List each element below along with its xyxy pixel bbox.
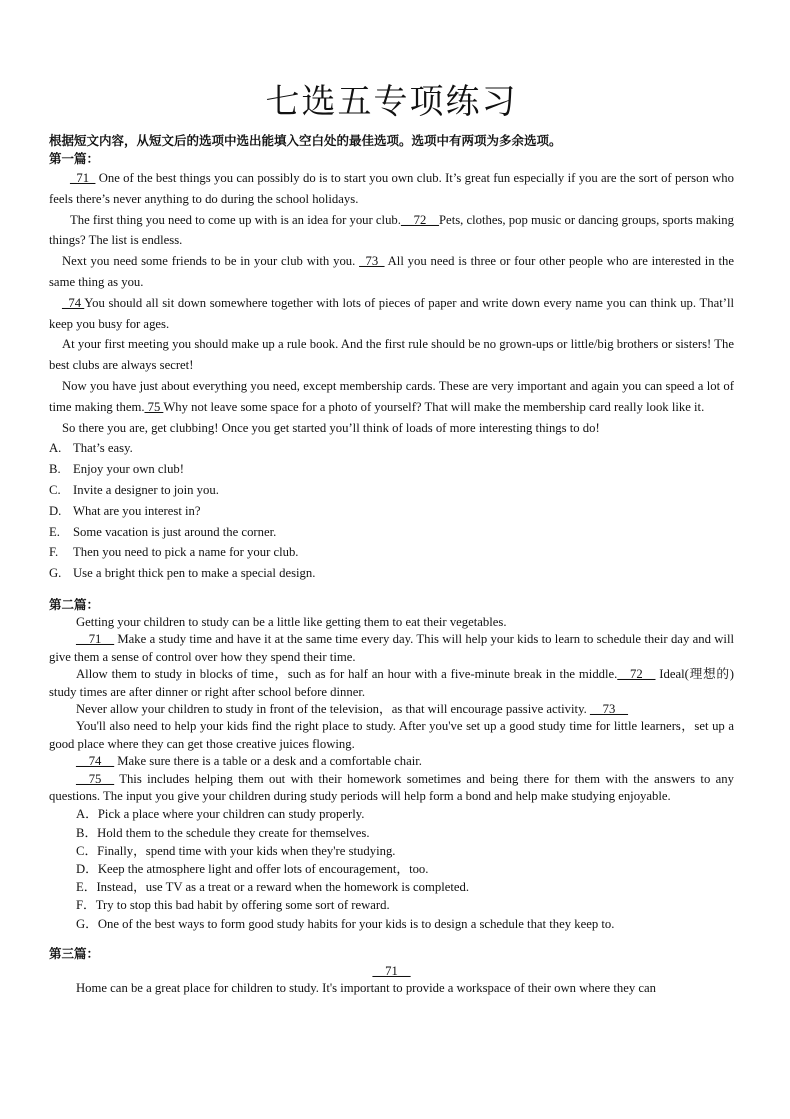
s1-p3-text: Next you need some friends to be in your club with you. [62, 254, 360, 269]
s2-paragraph-3 [49, 701, 734, 718]
s1-paragraph-3 [49, 251, 734, 293]
option-item: A. That’s easy. [49, 441, 133, 456]
s2-paragraph-5 [49, 753, 734, 770]
s1-paragraph-7: So there you are, get clubbing! Once you get started you’ll think of loads of more interesting things to do! [62, 420, 600, 435]
s1-p1-text: One of the best things you can possibly do is to start you own club. It’s great fun especially if you are the sort of person who feels there’s never anything to do during the school holidays. [49, 171, 734, 206]
s2-p5-text: Make sure there is a table or a desk and a comfortable chair. [114, 754, 422, 769]
s2-paragraph-1 [49, 631, 734, 666]
blank-74: _74 [62, 295, 85, 310]
s3-title-blank [49, 963, 734, 980]
s2-p1-text: Make a study time and have it at the same time every day. This will help your kids to learn to schedule their day and will give them a sense of control over how they spend their time. [49, 632, 734, 664]
option-item: F. Then you need to pick a name for your club. [49, 545, 299, 560]
blank-71: _71_ [70, 171, 96, 185]
blank-75: 75 [144, 399, 164, 414]
s1-p2-text: The first thing you need to come up with is an idea for your club. [70, 212, 401, 227]
blank-73: _73_ [359, 254, 385, 269]
section-1 [49, 150, 734, 584]
option-item: F．Try to stop this bad habit by offering some sort of reward. [76, 898, 390, 913]
section-3-heading: 第三篇： [49, 945, 100, 961]
section-2-heading: 第二篇： [49, 596, 100, 612]
s1-p6-text: Now you have just about everything you need, except membership cards. These are very important and again you can speed a lot of time making them. [49, 378, 734, 414]
option-item: D. What are you interest in? [49, 503, 201, 518]
section-2 [49, 596, 734, 933]
s3-paragraph-1: Home can be a great place for children to study. It's important to provide a workspace of their own where they can [76, 980, 656, 995]
section-3 [49, 945, 734, 997]
blank-71: __71__ [76, 632, 115, 647]
s1-p4-text: You should all sit down somewhere together with lots of pieces of paper and write down every name you can think up. That’ll keep you busy for ages. [49, 295, 735, 331]
s2-paragraph-0: Getting your children to study can be a little like getting them to eat their vegetables. [76, 614, 507, 629]
s2-options [49, 805, 734, 932]
s1-options [49, 438, 734, 584]
s1-paragraph-4 [49, 293, 734, 335]
option-item: E．Instead，use TV as a treat or a reward when the homework is completed. [76, 880, 470, 895]
s1-paragraph-2 [49, 210, 734, 252]
option-item: A．Pick a place where your children can study properly. [76, 807, 365, 822]
option-item: B. Enjoy your own club! [49, 462, 184, 477]
blank-75: __75__ [76, 771, 115, 786]
option-item: G．One of the best ways to form good study habits for your kids is to design a schedule that they keep to. [76, 916, 615, 931]
s1-p2-rest: Pets, clothes, pop music or dancing groups, sports making things? The list is endless. [49, 212, 734, 248]
blank-73: __73__ [589, 701, 629, 716]
s2-p3-text: Never allow your children to study in front of the television，as that will encourage passive activity. [76, 701, 590, 716]
option-item: B．Hold them to the schedule they create for themselves. [76, 825, 370, 840]
s1-p6-rest: Why not leave some space for a photo of yourself? That will make the membership card really look like it. [163, 399, 705, 414]
s2-paragraph-4: You'll also need to help your kids find the right place to study. After you've set up a good study time for little learners，set up a good place where they can get those creative juices flowing. [49, 719, 734, 751]
s1-paragraph-1 [49, 168, 734, 210]
option-item: C. Invite a designer to join you. [49, 482, 219, 497]
option-item: G. Use a bright thick pen to make a special design. [49, 566, 316, 581]
s1-paragraph-6 [49, 376, 734, 418]
s2-paragraph-2 [49, 666, 734, 701]
s2-p2-text: Allow them to study in blocks of time，such as for half an hour with a five-minute break in the middle. [76, 667, 618, 682]
s2-paragraph-6 [49, 771, 734, 806]
page-title: 七选五专项练习 [265, 82, 518, 122]
document-page [49, 78, 734, 997]
option-item: C．Finally，spend time with your kids when they're studying. [76, 843, 396, 858]
option-item: D．Keep the atmosphere light and offer lots of encouragement，too. [76, 862, 429, 877]
blank-72: __72__ [617, 667, 656, 682]
blank-74: __74__ [76, 754, 115, 769]
s2-p2-rest: Ideal(理想的) study times are after dinner or right after school before dinner. [49, 667, 734, 699]
s1-paragraph-5: At your first meeting you should make up a rule book. And the first rule should be no grown-ups or little/big brothers or sisters! The best clubs are always secret! [49, 337, 734, 373]
s1-p3-rest: All you need is three or four other people who are interested in the same thing as you. [49, 254, 734, 289]
section-1-heading: 第一篇： [49, 151, 100, 166]
s2-p6-text: This includes helping them out with their homework sometimes and being there for them with the answers to any questions. The input you give your children during study periods will help form a bond and help make studying enjoyable. [49, 771, 734, 803]
blank-71: __71__ [372, 963, 411, 978]
instructions: 根据短文内容，从短文后的选项中选出能填入空白处的最佳选项。选项中有两项为多余选项。 [49, 133, 562, 148]
option-item: E. Some vacation is just around the corner. [49, 524, 277, 539]
blank-72: __72__ [400, 212, 439, 227]
